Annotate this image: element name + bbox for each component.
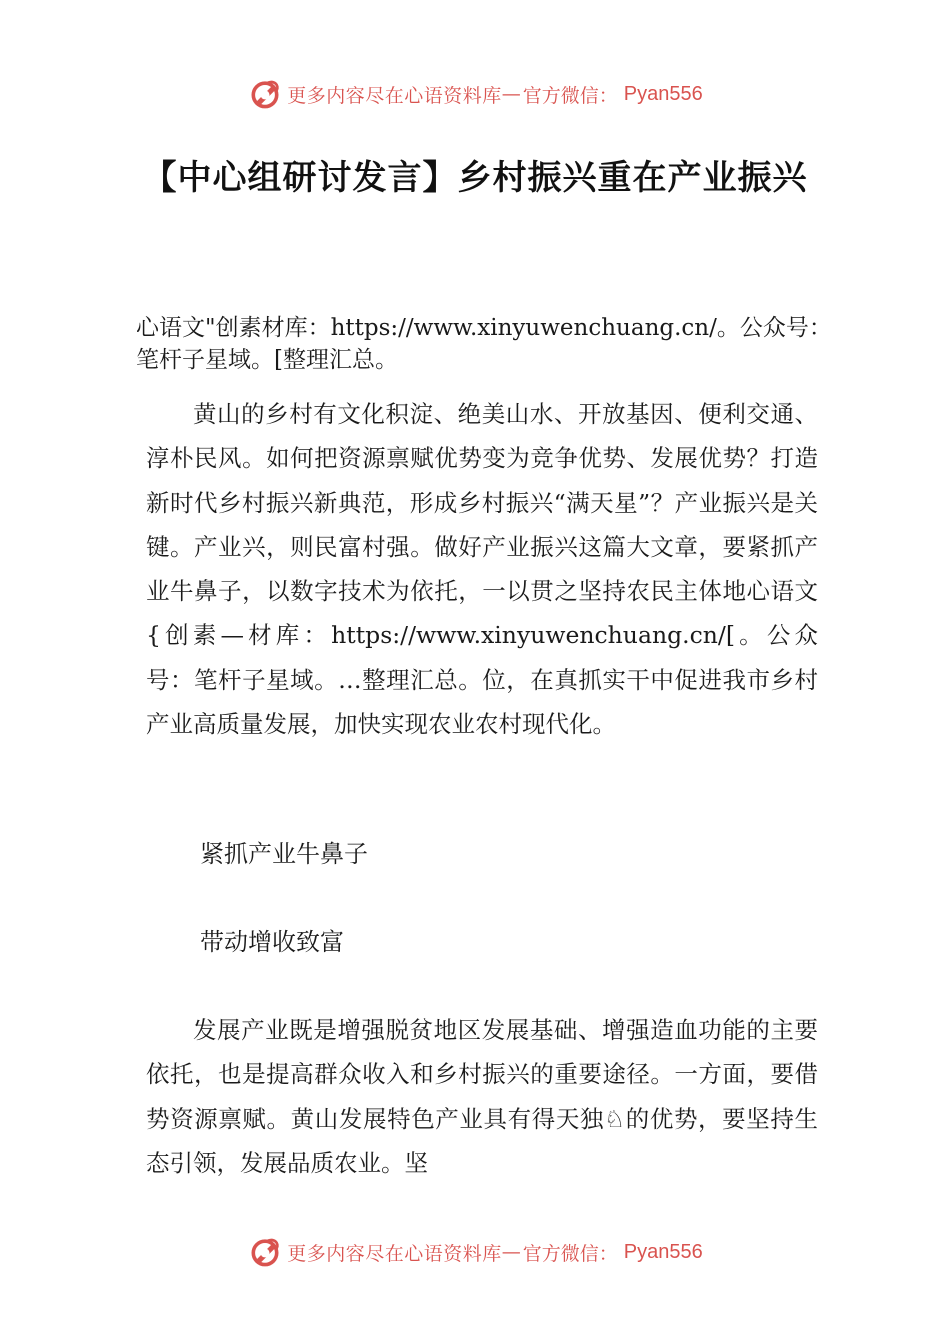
header-banner-separator: — [501, 83, 521, 105]
footer-banner-text: 更多内容尽在心语资料库 [287, 1242, 502, 1265]
header-banner [0, 74, 950, 114]
footer-banner [0, 1232, 950, 1272]
footer-wechat-label: 官方微信： [522, 1242, 618, 1265]
source-line: 心语文"创素材库：https://www.xinyuwenchuang.cn/。公众号：笔杆子星域。[整理汇总。 [136, 315, 832, 373]
header-wechat-label: 官方微信： [522, 84, 618, 107]
header-wechat-id: Pyan556 [623, 82, 703, 105]
subheading-2: 带动增收致富 [200, 928, 344, 956]
footer-wechat-id: Pyan556 [623, 1240, 703, 1263]
paragraph-2: 发展产业既是增强脱贫地区发展基础、增强造血功能的主要依托，也是提高群众收入和乡村振兴的重要途径。一方面，要借势资源禀赋。黄山发展特色产业具有得天独♘的优势，要坚持生态引领，发展品质农业。坚 [146, 1016, 818, 1177]
header-banner-text: 更多内容尽在心语资料库 [287, 84, 502, 107]
paragraph-1: 黄山的乡村有文化积淀、绝美山水、开放基因、便利交通、淳朴民风。如何把资源禀赋优势变为竞争优势、发展优势？打造新时代乡村振兴新典范，形成乡村振兴“满天星”？产业振兴是关键。产业兴，则民富村强。做好产业振兴这篇大文章，要紧抓产业牛鼻子，以数字技术为依托，一以贯之坚持农民主体地心语文{创素—材库：https://www.xinyuwenchuang.cn/[。公众号：笔杆子星域。…整理汇总。位，在真抓实干中促进我市乡村产业高质量发展，加快实现农业农村现代化。 [146, 400, 818, 739]
document-title: 【中心组研讨发言】乡村振兴重在产业振兴 [142, 158, 808, 198]
subheading-1: 紧抓产业牛鼻子 [200, 840, 368, 868]
footer-banner-separator: — [501, 1241, 521, 1263]
swirl-pen-logo-icon [247, 76, 283, 112]
swirl-pen-logo-icon [247, 1234, 283, 1270]
